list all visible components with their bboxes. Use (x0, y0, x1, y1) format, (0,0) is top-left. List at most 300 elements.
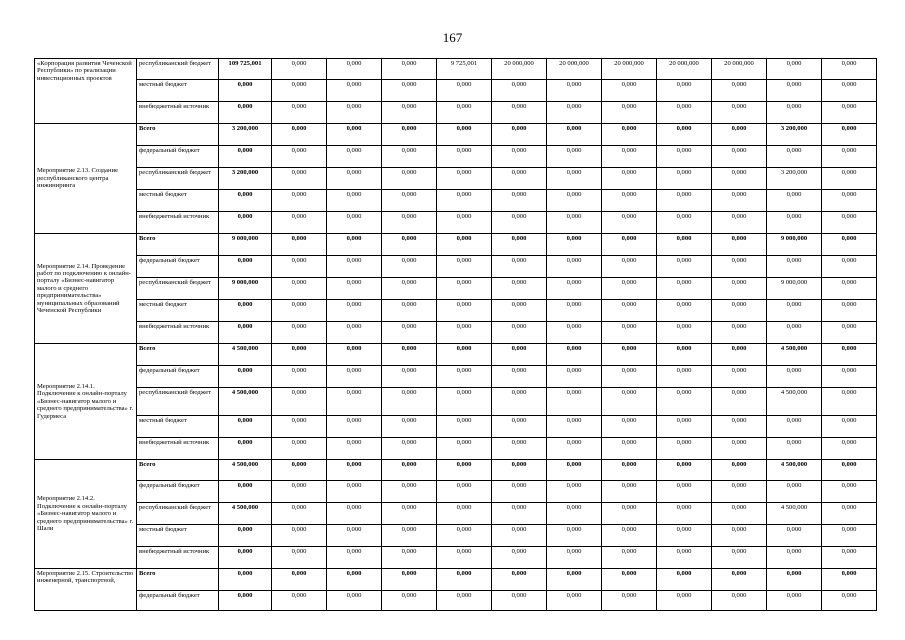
table-row (35, 212, 877, 234)
table-row (35, 481, 877, 503)
funding-source-cell: республиканский бюджет (137, 59, 219, 80)
value-cell: 0,000 (822, 503, 877, 525)
value-cell: 9 000,000 (219, 234, 272, 256)
value-cell: 0,000 (602, 190, 657, 212)
value-cell: 0,000 (382, 366, 437, 388)
value-cell: 4 500,000 (767, 388, 822, 416)
value-cell: 0,000 (272, 591, 327, 611)
value-cell: 0,000 (712, 344, 767, 366)
value-cell: 0,000 (219, 366, 272, 388)
table-row (35, 416, 877, 438)
value-cell: 0,000 (382, 438, 437, 460)
value-cell: 0,000 (272, 481, 327, 503)
value-cell: 0,000 (657, 344, 712, 366)
value-cell: 0,000 (657, 569, 712, 591)
table-row (35, 438, 877, 460)
value-cell: 0,000 (382, 569, 437, 591)
value-cell: 0,000 (822, 80, 877, 102)
value-cell: 0,000 (492, 503, 547, 525)
value-cell: 0,000 (382, 460, 437, 481)
value-cell: 0,000 (219, 591, 272, 611)
value-cell: 0,000 (547, 366, 602, 388)
value-cell: 0,000 (327, 146, 382, 168)
value-cell: 0,000 (547, 503, 602, 525)
value-cell: 0,000 (822, 366, 877, 388)
value-cell: 0,000 (437, 146, 492, 168)
value-cell: 0,000 (657, 278, 712, 300)
value-cell: 0,000 (327, 366, 382, 388)
value-cell: 0,000 (272, 80, 327, 102)
activity-name-cell: Мероприятие 2.14. Проведение работ по подключению к онлайн-порталу «Бизнес-навигатор малого и среднего предпринимательства» муниципальных образований Чеченской Республики (35, 234, 137, 344)
value-cell: 0,000 (382, 59, 437, 80)
value-cell: 0,000 (712, 525, 767, 547)
value-cell: 0,000 (382, 591, 437, 611)
value-cell: 0,000 (657, 146, 712, 168)
value-cell: 0,000 (327, 416, 382, 438)
value-cell: 0,000 (437, 416, 492, 438)
value-cell: 3 200,000 (219, 168, 272, 190)
funding-source-cell: внебюджетный источник (137, 547, 219, 569)
activity-name-cell: Мероприятие 2.14.1. Подключение к онлайн-порталу «Бизнес-навигатор малого и среднего предпринимательства» г. Гудермеса (35, 344, 137, 460)
funding-source-cell: Всего (137, 234, 219, 256)
value-cell: 0,000 (437, 234, 492, 256)
value-cell: 0,000 (327, 481, 382, 503)
value-cell: 0,000 (822, 168, 877, 190)
value-cell: 0,000 (602, 591, 657, 611)
value-cell: 0,000 (492, 300, 547, 322)
value-cell: 0,000 (767, 591, 822, 611)
value-cell: 0,000 (657, 416, 712, 438)
table-total-row (35, 569, 877, 591)
value-cell: 0,000 (492, 102, 547, 124)
value-cell: 0,000 (822, 146, 877, 168)
value-cell: 0,000 (327, 322, 382, 344)
value-cell: 0,000 (822, 591, 877, 611)
value-cell: 0,000 (327, 569, 382, 591)
value-cell: 0,000 (657, 547, 712, 569)
value-cell: 0,000 (437, 438, 492, 460)
value-cell: 0,000 (327, 438, 382, 460)
value-cell: 0,000 (327, 525, 382, 547)
value-cell: 0,000 (602, 212, 657, 234)
value-cell: 0,000 (547, 481, 602, 503)
funding-source-cell: местный бюджет (137, 416, 219, 438)
value-cell: 0,000 (602, 569, 657, 591)
value-cell: 0,000 (602, 388, 657, 416)
table-row (35, 190, 877, 212)
value-cell: 0,000 (657, 102, 712, 124)
value-cell: 0,000 (327, 190, 382, 212)
value-cell: 0,000 (767, 322, 822, 344)
value-cell: 0,000 (272, 278, 327, 300)
value-cell: 0,000 (657, 168, 712, 190)
funding-source-cell: федеральный бюджет (137, 146, 219, 168)
value-cell: 0,000 (382, 300, 437, 322)
value-cell: 0,000 (712, 438, 767, 460)
value-cell: 0,000 (767, 525, 822, 547)
value-cell: 20 000,000 (712, 59, 767, 80)
value-cell: 0,000 (437, 102, 492, 124)
value-cell: 0,000 (602, 525, 657, 547)
value-cell: 0,000 (767, 212, 822, 234)
value-cell: 0,000 (822, 278, 877, 300)
value-cell: 0,000 (767, 300, 822, 322)
value-cell: 0,000 (492, 212, 547, 234)
table-row (35, 503, 877, 525)
value-cell: 0,000 (602, 80, 657, 102)
value-cell: 4 500,000 (219, 344, 272, 366)
value-cell: 0,000 (547, 569, 602, 591)
value-cell: 0,000 (382, 547, 437, 569)
value-cell: 0,000 (437, 80, 492, 102)
table-row (35, 525, 877, 547)
value-cell: 0,000 (219, 146, 272, 168)
value-cell: 20 000,000 (602, 59, 657, 80)
activity-name-cell: «Корпорация развития Чеченской Республики» по реализации инвестиционных проектов (35, 59, 137, 124)
value-cell: 0,000 (602, 547, 657, 569)
value-cell: 0,000 (822, 547, 877, 569)
value-cell: 0,000 (547, 80, 602, 102)
value-cell: 0,000 (547, 102, 602, 124)
value-cell: 0,000 (712, 168, 767, 190)
value-cell: 0,000 (767, 416, 822, 438)
value-cell: 0,000 (492, 460, 547, 481)
value-cell: 0,000 (382, 102, 437, 124)
table-total-row (35, 344, 877, 366)
value-cell: 0,000 (712, 102, 767, 124)
value-cell: 0,000 (547, 525, 602, 547)
value-cell: 0,000 (712, 388, 767, 416)
value-cell: 0,000 (382, 146, 437, 168)
value-cell: 0,000 (767, 59, 822, 80)
value-cell: 0,000 (712, 366, 767, 388)
value-cell: 0,000 (822, 124, 877, 146)
value-cell: 0,000 (822, 481, 877, 503)
value-cell: 0,000 (327, 300, 382, 322)
funding-source-cell: федеральный бюджет (137, 366, 219, 388)
value-cell: 0,000 (602, 102, 657, 124)
value-cell: 0,000 (822, 416, 877, 438)
value-cell: 0,000 (822, 256, 877, 278)
value-cell: 0,000 (327, 168, 382, 190)
value-cell: 0,000 (437, 212, 492, 234)
value-cell: 0,000 (547, 388, 602, 416)
value-cell: 0,000 (219, 256, 272, 278)
value-cell: 0,000 (382, 80, 437, 102)
table-row (35, 80, 877, 102)
value-cell: 20 000,000 (657, 59, 712, 80)
value-cell: 0,000 (712, 212, 767, 234)
value-cell: 0,000 (712, 569, 767, 591)
value-cell: 3 200,000 (767, 168, 822, 190)
budget-table-body (35, 59, 877, 611)
budget-table (34, 58, 877, 611)
table-row (35, 278, 877, 300)
value-cell: 0,000 (767, 146, 822, 168)
value-cell: 0,000 (437, 388, 492, 416)
value-cell: 0,000 (547, 344, 602, 366)
value-cell: 0,000 (657, 124, 712, 146)
value-cell: 0,000 (822, 59, 877, 80)
value-cell: 0,000 (382, 525, 437, 547)
value-cell: 0,000 (492, 344, 547, 366)
value-cell: 0,000 (437, 503, 492, 525)
value-cell: 0,000 (712, 547, 767, 569)
value-cell: 0,000 (272, 547, 327, 569)
value-cell: 0,000 (272, 503, 327, 525)
value-cell: 0,000 (657, 234, 712, 256)
value-cell: 0,000 (712, 300, 767, 322)
value-cell: 0,000 (712, 503, 767, 525)
value-cell: 0,000 (547, 212, 602, 234)
value-cell: 0,000 (382, 388, 437, 416)
funding-source-cell: Всего (137, 344, 219, 366)
value-cell: 0,000 (327, 278, 382, 300)
value-cell: 0,000 (657, 366, 712, 388)
value-cell: 0,000 (602, 278, 657, 300)
value-cell: 0,000 (602, 481, 657, 503)
value-cell: 9 725,001 (437, 59, 492, 80)
value-cell: 0,000 (547, 256, 602, 278)
value-cell: 0,000 (712, 256, 767, 278)
value-cell: 0,000 (822, 300, 877, 322)
value-cell: 0,000 (327, 102, 382, 124)
value-cell: 0,000 (272, 59, 327, 80)
value-cell: 0,000 (547, 591, 602, 611)
value-cell: 0,000 (657, 388, 712, 416)
activity-name-cell: Мероприятие 2.15. Строительство инженерной, транспортной, (35, 569, 137, 611)
value-cell: 0,000 (492, 278, 547, 300)
table-row (35, 256, 877, 278)
value-cell: 0,000 (492, 234, 547, 256)
value-cell: 0,000 (272, 416, 327, 438)
value-cell: 0,000 (492, 190, 547, 212)
value-cell: 0,000 (602, 460, 657, 481)
value-cell: 0,000 (437, 591, 492, 611)
value-cell: 0,000 (437, 322, 492, 344)
table-total-row (35, 124, 877, 146)
funding-source-cell: федеральный бюджет (137, 256, 219, 278)
value-cell: 0,000 (492, 322, 547, 344)
value-cell: 0,000 (767, 256, 822, 278)
value-cell: 0,000 (219, 416, 272, 438)
table-row (35, 388, 877, 416)
value-cell: 0,000 (547, 322, 602, 344)
value-cell: 4 500,000 (219, 503, 272, 525)
value-cell: 0,000 (602, 234, 657, 256)
value-cell: 0,000 (547, 547, 602, 569)
value-cell: 0,000 (547, 124, 602, 146)
value-cell: 0,000 (272, 569, 327, 591)
funding-source-cell: внебюджетный источник (137, 322, 219, 344)
funding-source-cell: федеральный бюджет (137, 481, 219, 503)
value-cell: 0,000 (822, 102, 877, 124)
value-cell: 0,000 (219, 322, 272, 344)
value-cell: 0,000 (657, 525, 712, 547)
value-cell: 0,000 (547, 146, 602, 168)
value-cell: 0,000 (272, 438, 327, 460)
value-cell: 0,000 (219, 102, 272, 124)
table-row (35, 547, 877, 569)
value-cell: 0,000 (437, 366, 492, 388)
value-cell: 0,000 (492, 438, 547, 460)
value-cell: 0,000 (602, 168, 657, 190)
value-cell: 9 000,000 (219, 278, 272, 300)
value-cell: 0,000 (382, 278, 437, 300)
value-cell: 0,000 (219, 300, 272, 322)
table-row (35, 322, 877, 344)
value-cell: 0,000 (437, 547, 492, 569)
table-row (35, 168, 877, 190)
value-cell: 0,000 (712, 322, 767, 344)
value-cell: 0,000 (272, 256, 327, 278)
value-cell: 0,000 (712, 591, 767, 611)
value-cell: 4 500,000 (767, 460, 822, 481)
value-cell: 0,000 (492, 168, 547, 190)
value-cell: 0,000 (602, 256, 657, 278)
value-cell: 0,000 (327, 124, 382, 146)
funding-source-cell: местный бюджет (137, 300, 219, 322)
value-cell: 0,000 (382, 212, 437, 234)
value-cell: 0,000 (547, 234, 602, 256)
value-cell: 0,000 (767, 547, 822, 569)
value-cell: 0,000 (822, 569, 877, 591)
value-cell: 0,000 (382, 344, 437, 366)
value-cell: 0,000 (437, 460, 492, 481)
value-cell: 0,000 (437, 481, 492, 503)
activity-name-cell: Мероприятие 2.14.2. Подключение к онлайн-порталу «Бизнес-навигатор малого и среднего предпринимательства» г. Шали (35, 460, 137, 569)
value-cell: 0,000 (657, 190, 712, 212)
activity-name-cell: Мероприятие 2.13. Создание республиканского центра инжиниринга (35, 124, 137, 234)
table-row (35, 146, 877, 168)
value-cell: 0,000 (657, 212, 712, 234)
value-cell: 0,000 (219, 547, 272, 569)
value-cell: 0,000 (219, 525, 272, 547)
value-cell: 0,000 (437, 344, 492, 366)
funding-source-cell: республиканский бюджет (137, 388, 219, 416)
value-cell: 0,000 (712, 80, 767, 102)
table-row (35, 59, 877, 80)
value-cell: 0,000 (657, 438, 712, 460)
value-cell: 0,000 (767, 366, 822, 388)
value-cell: 0,000 (272, 366, 327, 388)
value-cell: 0,000 (767, 190, 822, 212)
value-cell: 0,000 (822, 438, 877, 460)
value-cell: 0,000 (327, 547, 382, 569)
value-cell: 0,000 (712, 124, 767, 146)
value-cell: 0,000 (492, 80, 547, 102)
value-cell: 20 000,000 (492, 59, 547, 80)
value-cell: 0,000 (382, 234, 437, 256)
value-cell: 0,000 (822, 212, 877, 234)
value-cell: 0,000 (492, 481, 547, 503)
value-cell: 0,000 (272, 124, 327, 146)
value-cell: 4 500,000 (219, 388, 272, 416)
value-cell: 0,000 (712, 481, 767, 503)
value-cell: 0,000 (219, 80, 272, 102)
value-cell: 0,000 (602, 146, 657, 168)
value-cell: 0,000 (327, 234, 382, 256)
value-cell: 0,000 (547, 460, 602, 481)
value-cell: 0,000 (547, 416, 602, 438)
value-cell: 0,000 (602, 503, 657, 525)
value-cell: 0,000 (272, 322, 327, 344)
value-cell: 0,000 (272, 102, 327, 124)
value-cell: 0,000 (437, 525, 492, 547)
value-cell: 0,000 (219, 569, 272, 591)
table-total-row (35, 460, 877, 481)
value-cell: 0,000 (382, 124, 437, 146)
value-cell: 0,000 (822, 344, 877, 366)
value-cell: 0,000 (437, 168, 492, 190)
value-cell: 0,000 (219, 212, 272, 234)
value-cell: 0,000 (382, 168, 437, 190)
value-cell: 0,000 (822, 234, 877, 256)
value-cell: 0,000 (602, 300, 657, 322)
funding-source-cell: Всего (137, 569, 219, 591)
value-cell: 0,000 (437, 278, 492, 300)
value-cell: 3 200,000 (767, 124, 822, 146)
value-cell: 0,000 (822, 190, 877, 212)
funding-source-cell: внебюджетный источник (137, 102, 219, 124)
value-cell: 0,000 (492, 416, 547, 438)
value-cell: 0,000 (657, 80, 712, 102)
value-cell: 0,000 (492, 591, 547, 611)
funding-source-cell: внебюджетный источник (137, 438, 219, 460)
value-cell: 0,000 (492, 547, 547, 569)
value-cell: 20 000,000 (547, 59, 602, 80)
value-cell: 0,000 (547, 190, 602, 212)
value-cell: 0,000 (767, 102, 822, 124)
value-cell: 0,000 (327, 460, 382, 481)
value-cell: 0,000 (547, 300, 602, 322)
funding-source-cell: местный бюджет (137, 80, 219, 102)
table-row (35, 366, 877, 388)
value-cell: 0,000 (492, 366, 547, 388)
value-cell: 0,000 (382, 503, 437, 525)
value-cell: 0,000 (822, 460, 877, 481)
value-cell: 3 200,000 (219, 124, 272, 146)
value-cell: 9 000,000 (767, 234, 822, 256)
value-cell: 0,000 (219, 481, 272, 503)
value-cell: 0,000 (822, 525, 877, 547)
funding-source-cell: республиканский бюджет (137, 278, 219, 300)
value-cell: 0,000 (547, 278, 602, 300)
value-cell: 0,000 (547, 438, 602, 460)
value-cell: 0,000 (272, 525, 327, 547)
value-cell: 0,000 (822, 388, 877, 416)
table-row (35, 591, 877, 611)
value-cell: 0,000 (492, 124, 547, 146)
value-cell: 0,000 (272, 460, 327, 481)
value-cell: 0,000 (272, 300, 327, 322)
value-cell: 0,000 (767, 481, 822, 503)
value-cell: 0,000 (327, 344, 382, 366)
value-cell: 0,000 (712, 146, 767, 168)
table-row (35, 102, 877, 124)
value-cell: 0,000 (219, 190, 272, 212)
value-cell: 0,000 (437, 256, 492, 278)
value-cell: 0,000 (767, 438, 822, 460)
page-number: 167 (442, 30, 463, 45)
value-cell: 0,000 (272, 388, 327, 416)
value-cell: 0,000 (327, 591, 382, 611)
funding-source-cell: местный бюджет (137, 525, 219, 547)
value-cell: 0,000 (657, 256, 712, 278)
funding-source-cell: внебюджетный источник (137, 212, 219, 234)
value-cell: 0,000 (602, 366, 657, 388)
value-cell: 0,000 (272, 146, 327, 168)
